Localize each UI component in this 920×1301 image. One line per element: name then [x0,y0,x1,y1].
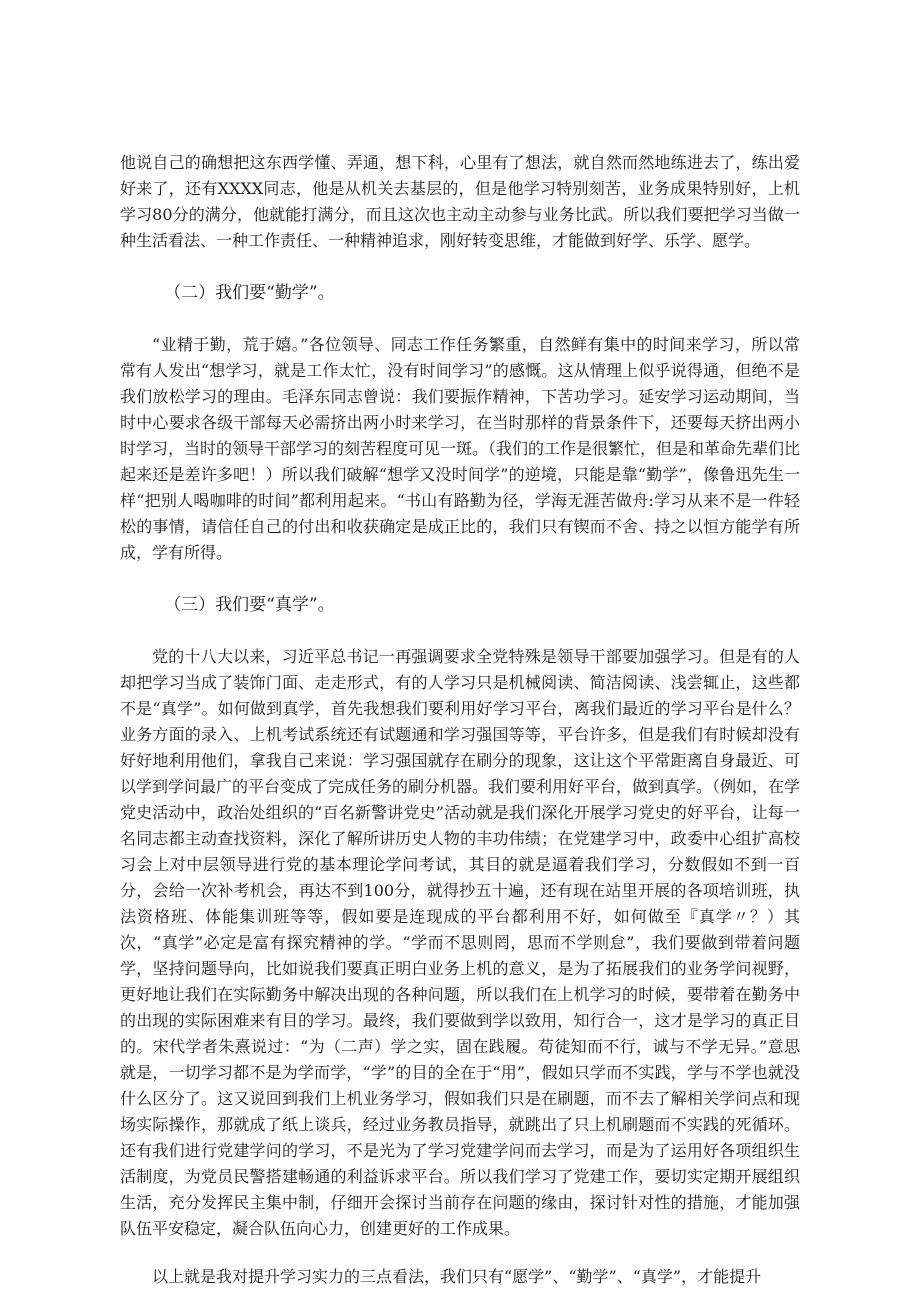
paragraph-continuation: 他说自己的确想把这东西学懂、弄通，想下科，心里有了想法，就自然而然地练进去了，练出爱好来了，还有XXXX同志，他是从机关去基层的，但是他学习特别刻苦，业务成果特别好，上机学习80分的满分，他就能打满分，而且这次也主动主动参与业务比武。所以我们要把学习当做一种生活看法、一种工作责任、一种精神追求，刚好转变思维，才能做到好学、乐学、愿学。 [120,153,800,250]
document-page [120,150,800,1290]
paragraph-genuine-study: 党的十八大以来，习近平总书记一再强调要求全党特殊是领导干部要加强学习。但是有的人却把学习当成了装饰门面、走走形式，有的人学习只是机械阅读、简洁阅读、浅尝辄止，这些都不是“真学”。如何做到真学，首先我想我们要利用好学习平台，离我们最近的学习平台是什么？业务方面的录入、上机考试系统还有试题通和学习强国等等，平台许多，但是我们有时候却没有好好地利用他们，拿我自己来说：学习强国就存在刷分的现象，这让这个平常距离自身最近、可以学到学问最广的平台变成了完成任务的刷分机器。我们要利用好平台，做到真学。（例如，在学党史活动中，政治处组织的“百名新警讲党史”活动就是我们深化开展学习党史的好平台，让每一名同志都主动查找资料，深化了解所讲历史人物的丰功伟绩；在党建学习中，政委中心组扩高校习会上对中层领导进行党的基本理论学问考试，其目的就是逼着我们学习，分数假如不到一百分，会给一次补考机会，再达不到100分，就得抄五十遍，还有现在站里开展的各项培训班，执法资格班、体能集训班等等，假如要是连现成的平台都利用不好，如何做至『真学〃？）其次，“真学”必定是富有探究精神的学。“学而不思则罔，思而不学则怠”，我们要做到带着问题学，坚持问题导向，比如说我们要真正明白业务上机的意义，是为了拓展我们的业务学问视野，更好地让我们在实际勤务中解决出现的各种问题，所以我们在上机学习的时候，要带着在勤务中的出现的实际困难来有目的学习。最终，我们要做到学以致用，知行合一，这才是学习的真正目的。宋代学者朱熹说过：“为（二声）学之实，固在践履。苟徒知而不行，诚与不学无异。”意思就是，一切学习都不是为学而学，“学”的目的全在于“用”，假如只学而不实践，学与不学也就没什么区分了。这又说回到我们上机业务学习，假如我们只是在刷题，而不去了解相关学问点和现场实际操作，那就成了纸上谈兵，经过业务教员指导，就跳出了只上机刷题而不实践的死循环。还有我们进行党建学问的学习，不是光为了学习党建学问而去学习，而是为了运用好各项组织生活制度，为党员民警搭建畅通的利益诉求平台。所以我们学习了党建工作，要切实定期开展组织生活，充分发挥民主集中制，仔细开会探讨当前存在问题的缘由，探讨针对性的措施，才能加强队伍平安稳定，凝合队伍向心力，创建更好的工作成果。 [120,647,801,1238]
section-heading-3: （三）我们要“真学”。 [164,595,335,615]
spacer [120,1242,800,1264]
spacer [120,566,800,592]
section-heading-2: （二）我们要“勤学”。 [164,283,335,303]
paragraph-diligent-study: “业精于勤，荒于嬉。”各位领导、同志工作任务繁重，自然鲜有集中的时间来学习，所以常常有人发出“想学习，就是工作太忙，没有时间学习”的感慨。这从情理上似乎说得通，但绝不是我们放松学习的理由。毛泽东同志曾说：我们要振作精神，下苦功学习。延安学习运动期间，当时中心要求各级干部每天必需挤出两小时来学习，在当时那样的背景条件下，还要每天挤出两小时学习，当时的领导干部学习的刻苦程度可见一斑。（我们的工作是很繁忙，但是和革命先辈们比起来还是差许多吧！）所以我们破解“想学又没时间学”的逆境，只能是靠“勤学”，像鲁迅先生一样“把别人喝咖啡的时间”都利用起来。“书山有路勤为径，学海无涯苦做舟:学习从来不是一件轻松的事情，请信任自己的付出和收获确定是成正比的，我们只有锲而不舍、持之以恒方能学有所成，学有所得。 [120,335,801,562]
spacer [120,306,800,332]
spacer [120,254,800,280]
paragraph-conclusion: 以上就是我对提升学习实力的三点看法，我们只有“愿学”、“勤学”、“真学”，才能提升 [152,1267,762,1286]
spacer [120,618,800,644]
